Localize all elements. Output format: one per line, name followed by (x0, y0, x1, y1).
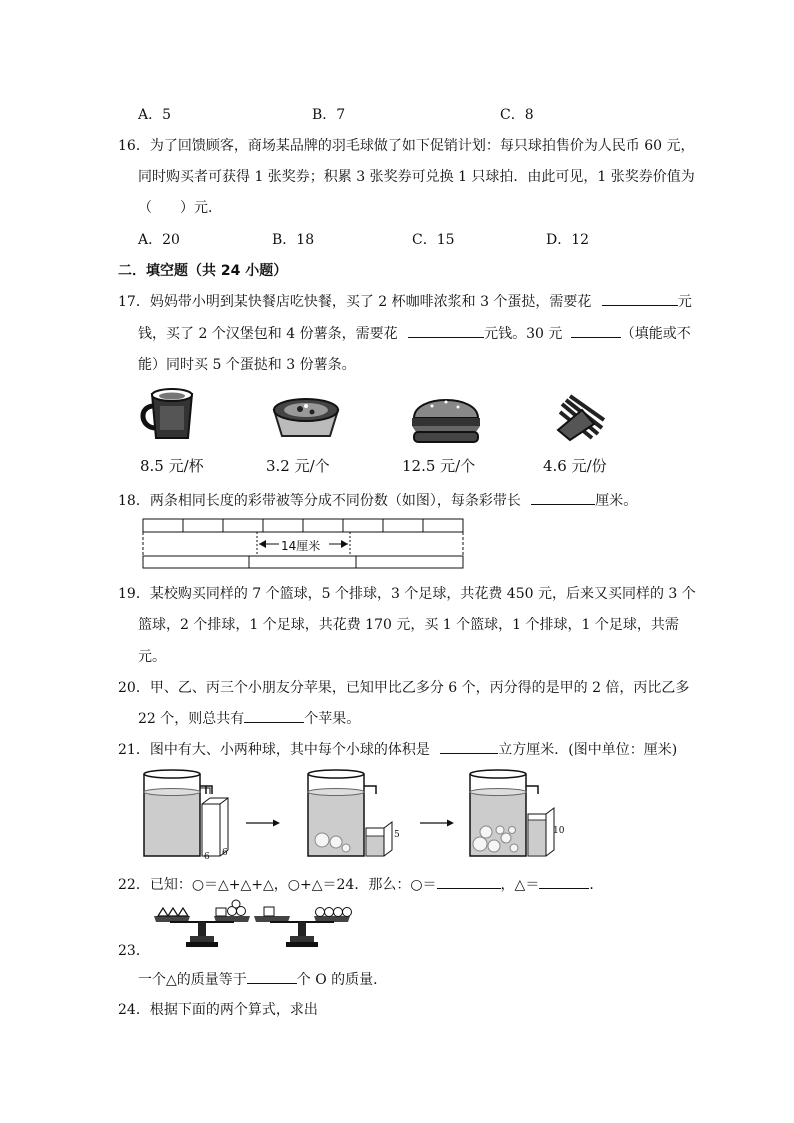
q23-line-1 (138, 969, 387, 989)
q23-blank[interactable] (247, 969, 297, 984)
q21-blank[interactable] (440, 739, 498, 754)
q16-line-2: 同时购买者可获得 1 张奖券；积累 3 张奖券可兑换 1 只球拍．由此可见，1 张奖券价值为 (138, 169, 695, 185)
q18-unit: 厘米。 (595, 493, 638, 509)
q20-unit: 个苹果。 (304, 711, 361, 727)
q20-line-2 (138, 708, 360, 728)
q20-text: 22 个，则总共有 (138, 711, 245, 727)
q23-text: 一个△的质量等于 (138, 972, 247, 988)
q18-text: 18．两条相同长度的彩带被等分成不同份数（如图），每条彩带长 (118, 493, 521, 509)
coffee-price: 8.5 元/杯 (140, 457, 204, 475)
arrow-icon (420, 818, 454, 828)
q17-text: 元钱。30 元 (484, 326, 563, 342)
q17-line-3: 能）同时买 5 个蛋挞和 3 份薯条。 (138, 357, 356, 373)
section-title: 二．填空题（共 24 小题） (118, 263, 288, 279)
q17-text: 17．妈妈带小明到某快餐店吃快餐，买了 2 杯咖啡浓浆和 3 个蛋挞，需要花 (118, 294, 592, 310)
q22-blank-triangle[interactable] (539, 874, 589, 889)
q22-line-1 (118, 874, 603, 894)
q17-blank-2[interactable] (408, 323, 484, 338)
q17-blank-1[interactable] (602, 291, 678, 306)
q22-text: ，△＝ (500, 877, 540, 893)
hamburger-icon (408, 390, 484, 448)
q21-line-1 (118, 739, 677, 759)
q15-option-a: A．5 (138, 107, 172, 123)
q18-line-1 (118, 490, 637, 510)
q22-text: 22．已知：○＝△+△+△，○+△＝24．那么：○＝ (118, 877, 437, 893)
water-container-2 (306, 768, 398, 862)
q16-option-d: D．12 (546, 232, 590, 248)
q21-label-depth: 6 (222, 848, 228, 858)
arrow-icon (246, 818, 280, 828)
q21-text: 21．图中有大、小两种球，其中每个小球的体积是 (118, 742, 430, 758)
q16-line-1: 16．为了回馈顾客，商场某品牌的羽毛球做了如下促销计划：每只球拍售价为人民币 60 元， (118, 138, 695, 154)
q19-line-3: 元。 (138, 649, 166, 665)
q21-label-height-5: 5 (394, 830, 400, 840)
q15-option-c: C．8 (500, 107, 534, 123)
q16-option-a: A．20 (138, 232, 180, 248)
balance-scale-1 (150, 902, 254, 950)
water-container-1 (142, 768, 234, 862)
egg-tart-icon (270, 394, 342, 442)
q17-unit: 元 (677, 294, 692, 310)
q16-line-3: （ ）元． (138, 200, 222, 216)
q21-label-height-10: 10 (553, 826, 565, 836)
q23-number: 23． (118, 943, 150, 959)
q17-blank-3[interactable] (571, 323, 621, 338)
water-container-3 (468, 768, 560, 862)
ribbon-length-label: 14厘米 (281, 539, 321, 553)
balance-scale-2 (250, 902, 354, 950)
egg-tart-price: 3.2 元/个 (266, 457, 330, 475)
coffee-cup-icon (142, 384, 206, 444)
q20-line-1: 20．甲、乙、丙三个小朋友分苹果，已知甲比乙多分 6 个，丙分得的是甲的 2 倍，丙比乙多 (118, 680, 690, 696)
fries-price: 4.6 元/份 (543, 457, 607, 475)
q20-blank[interactable] (244, 708, 304, 723)
q18-blank[interactable] (531, 490, 595, 505)
q23-text: 个 O 的质量． (296, 972, 388, 988)
q19-line-2: 篮球，2 个排球，1 个足球，共花费 170 元，买 1 个篮球，1 个排球，1 个足球，共需 (138, 617, 679, 633)
q16-option-b: B．18 (272, 232, 315, 248)
q22-text: ． (589, 877, 604, 893)
q24-line-1: 24．根据下面的两个算式，求出 (118, 1002, 318, 1018)
q19-line-1: 19．某校购买同样的 7 个篮球，5 个排球，3 个足球，共花费 450 元，后来又买同样的 3 个 (118, 586, 696, 602)
q17-text: 钱，买了 2 个汉堡包和 4 份薯条，需要花 (138, 326, 398, 342)
q17-text: （填能或不 (620, 326, 691, 342)
hamburger-price: 12.5 元/个 (402, 457, 476, 475)
q21-label-width: 6 (204, 852, 210, 862)
q22-blank-circle[interactable] (437, 874, 501, 889)
q17-line-1 (118, 291, 692, 311)
q15-option-b: B．7 (312, 107, 346, 123)
q17-line-2 (138, 323, 691, 343)
q21-text: 立方厘米．(图中单位：厘米) (498, 742, 678, 758)
french-fries-icon (552, 390, 608, 442)
q16-option-c: C．15 (412, 232, 455, 248)
